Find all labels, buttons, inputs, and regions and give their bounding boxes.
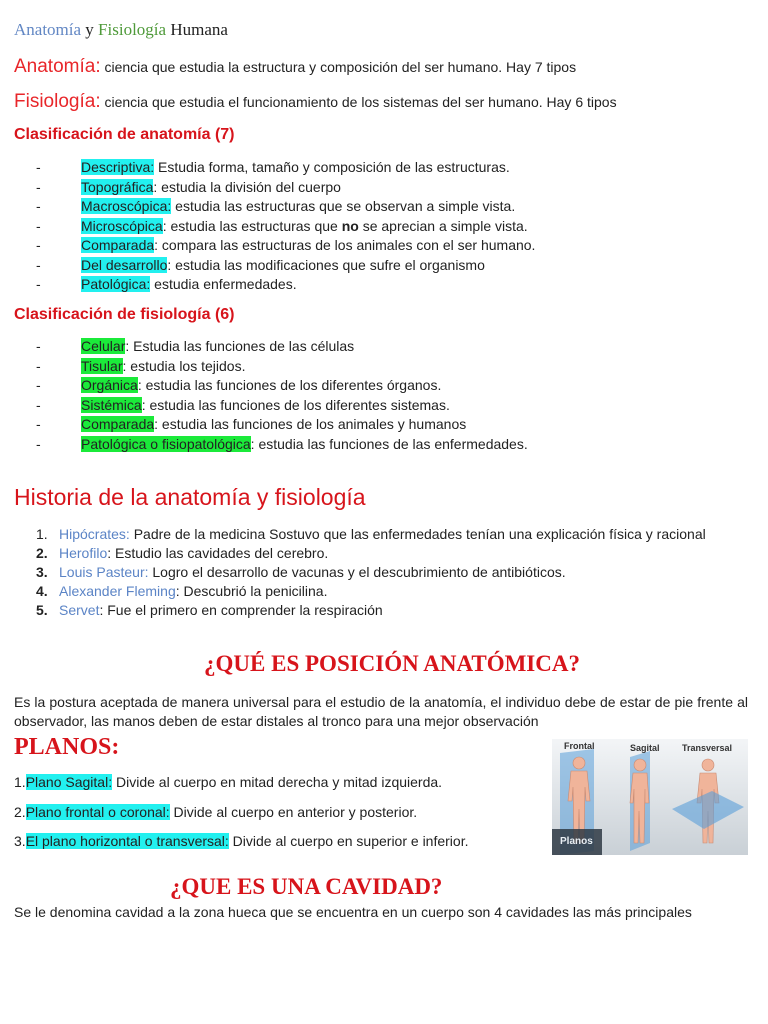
item-description: : estudia los tejidos. [122, 357, 246, 374]
item-label: Comparada [81, 416, 155, 432]
bullet-dash: - [36, 198, 41, 214]
item-label: Orgánica [81, 377, 138, 393]
person-name: Herofilo [59, 545, 108, 561]
def-fisiologia-text: ciencia que estudia el funcionamiento de los sistemas del ser humano. Hay 6 tipos [104, 94, 617, 110]
def-anatomia-text: ciencia que estudia la estructura y composición del ser humano. Hay 7 tipos [104, 59, 577, 75]
item-label: Patológica o fisiopatológica [81, 435, 251, 452]
historia-item [36, 601, 748, 620]
plano-label: Plano frontal o coronal: [25, 803, 170, 820]
clasif-anatomia-list [36, 158, 736, 295]
person-description: : Descubrió la penicilina. [175, 583, 328, 599]
bullet-dash: - [36, 377, 41, 393]
clasif-fisiologia-list [36, 337, 736, 454]
plano-description: Divide al cuerpo en superior e inferior. [228, 833, 469, 849]
posicion-text: Es la postura aceptada de manera universal para el estudio de la anatomía, el individuo debe de estar de pie frente al observador, las manos deben de estar distales al tronco para una mejor observación [14, 694, 748, 729]
plano-description: Divide al cuerpo en anterior y posterior. [169, 803, 418, 820]
list-item-text [81, 158, 510, 177]
bullet-dash: - [36, 178, 41, 195]
historia-item-text [59, 601, 748, 620]
list-item [36, 376, 736, 396]
item-description: : estudia las funciones de los diferentes órganos. [137, 377, 442, 393]
list-item [36, 275, 736, 295]
item-description: : compara las estructuras de los animales con el ser humano. [154, 237, 536, 253]
plano-item [14, 804, 544, 834]
list-item [36, 396, 736, 416]
item-number: 5. [36, 602, 48, 618]
list-item [36, 236, 736, 256]
list-item [36, 256, 736, 276]
list-item [36, 337, 736, 357]
item-label: Comparada [81, 237, 155, 253]
item-description: estudia enfermedades. [150, 276, 297, 292]
list-item-text [81, 376, 441, 395]
bullet-dash: - [36, 256, 41, 273]
item-description: : estudia la división del cuerpo [153, 178, 341, 195]
item-label: Del desarrollo [81, 256, 168, 273]
list-item-text [81, 357, 245, 376]
list-item [36, 197, 736, 217]
image-label-corner: Planos [560, 836, 593, 847]
item-label: Patológica: [81, 276, 151, 292]
def-anatomia-term: Anatomía: [14, 56, 101, 77]
bullet-dash: - [36, 159, 41, 175]
person-description: Logro el desarrollo de vacunas y el descubrimiento de antibióticos. [148, 564, 566, 580]
item-number: 2. [14, 803, 26, 820]
list-item-text [81, 178, 341, 197]
item-number: 3. [36, 564, 48, 580]
list-item [36, 217, 736, 237]
person-name: Hipócrates: [59, 526, 130, 542]
person-description: : Fue el primero en comprender la respiración [99, 602, 383, 618]
list-item-text [81, 197, 515, 216]
item-number: 3. [14, 833, 26, 849]
title-y: y [85, 20, 94, 39]
item-label: Tisular [81, 357, 123, 374]
planos-heading: PLANOS: [14, 734, 120, 760]
plano-item [14, 774, 544, 804]
list-item [36, 435, 736, 455]
item-description: estudia las estructuras que se observan a simple vista. [171, 198, 516, 214]
person-description: : Estudio las cavidades del cerebro. [107, 545, 329, 561]
historia-list [36, 525, 748, 620]
bullet-dash: - [36, 396, 41, 413]
planos-image [552, 739, 748, 855]
bullet-dash: - [36, 338, 41, 354]
item-number: 1. [36, 526, 48, 542]
title-anatomia: Anatomía [14, 20, 82, 39]
plano-label: Plano Sagital: [25, 774, 113, 790]
historia-item [36, 525, 748, 544]
person-description: Padre de la medicina Sostuvo que las enfermedades tenían una explicación física y racional [129, 526, 706, 542]
clasif-fisiologia-heading: Clasificación de fisiología (6) [14, 306, 235, 323]
historia-item-text [59, 582, 748, 601]
list-item-text [81, 435, 528, 454]
item-description: : Estudia las funciones de las células [125, 338, 355, 354]
historia-item-text [59, 525, 748, 544]
item-number: 1. [14, 774, 26, 790]
list-item-text [81, 236, 535, 255]
def-fisiologia-term: Fisiología: [14, 91, 101, 112]
image-label-transversal: Transversal [682, 743, 733, 753]
clasif-anatomia-heading: Clasificación de anatomía (7) [14, 126, 235, 143]
plano-label: El plano horizontal o transversal: [25, 833, 229, 849]
bullet-dash: - [36, 217, 41, 234]
plano-description: Divide al cuerpo en mitad derecha y mitad izquierda. [112, 774, 443, 790]
planos-list [14, 774, 544, 863]
cavidad-heading: ¿QUE ES UNA CAVIDAD? [170, 874, 443, 899]
list-item [36, 415, 736, 435]
person-name: Louis Pasteur: [59, 564, 149, 580]
list-item [36, 357, 736, 377]
item-label: Topográfica [81, 178, 154, 195]
item-description: : estudia las funciones de los animales y humanos [154, 416, 467, 432]
historia-item-text [59, 544, 748, 563]
item-label: Microscópica [81, 217, 163, 234]
item-description: : estudia las modificaciones que sufre el organismo [167, 256, 485, 273]
list-item [36, 178, 736, 198]
list-item-text [81, 256, 485, 275]
item-description: Estudia forma, tamaño y composición de las estructuras. [154, 159, 510, 175]
document-title [14, 20, 228, 40]
person-name: Alexander Fleming [59, 583, 176, 599]
list-item-text [81, 217, 528, 236]
list-item-text [81, 396, 450, 415]
item-label: Celular [81, 338, 126, 354]
item-description-cont: se aprecian a simple vista. [358, 217, 528, 234]
item-number: 4. [36, 583, 48, 599]
def-fisiologia [14, 91, 617, 113]
list-item-text [81, 337, 354, 356]
list-item-text [81, 415, 466, 434]
item-description: : estudia las funciones de las enfermedades. [250, 435, 528, 452]
title-humana: Humana [170, 20, 228, 39]
image-label-sagital: Sagital [630, 743, 660, 753]
plano-item [14, 833, 544, 863]
cavidad-text: Se le denomina cavidad a la zona hueca que se encuentra en un cuerpo son 4 cavidades las más principales [14, 904, 692, 920]
historia-item [36, 544, 748, 563]
item-description: : estudia las funciones de los diferentes sistemas. [141, 396, 450, 413]
item-emphasis: no [341, 217, 359, 234]
historia-item [36, 563, 748, 582]
person-name: Servet [59, 602, 100, 618]
bullet-dash: - [36, 237, 41, 253]
historia-item-text [59, 563, 748, 582]
item-description: : estudia las estructuras que [162, 217, 342, 234]
item-label: Macroscópica: [81, 198, 172, 214]
posicion-heading: ¿QUÉ ES POSICIÓN ANATÓMICA? [204, 651, 580, 676]
title-fisiologia: Fisiología [98, 20, 167, 39]
list-item-text [81, 275, 297, 294]
item-number: 2. [36, 545, 48, 561]
bullet-dash: - [36, 416, 41, 432]
image-label-frontal: Frontal [564, 741, 595, 751]
list-item [36, 158, 736, 178]
item-label: Sistémica [81, 396, 142, 413]
bullet-dash: - [36, 435, 41, 452]
def-anatomia [14, 56, 576, 78]
historia-heading: Historia de la anatomía y fisiología [14, 484, 366, 510]
historia-item [36, 582, 748, 601]
bullet-dash: - [36, 276, 41, 292]
bullet-dash: - [36, 357, 41, 374]
item-label: Descriptiva: [81, 159, 155, 175]
